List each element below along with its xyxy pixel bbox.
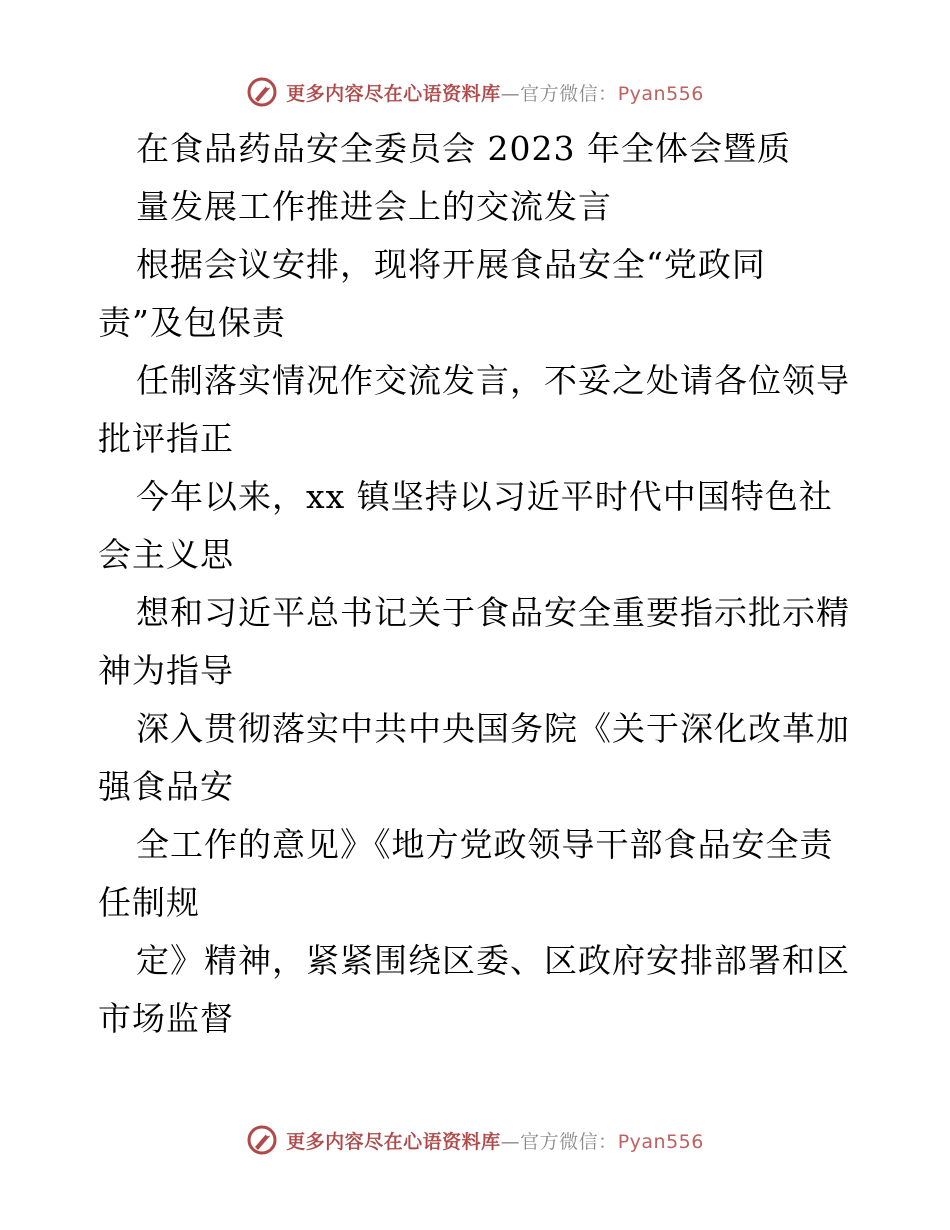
banner-separator: — — [500, 82, 521, 105]
banner-text — [286, 1127, 704, 1154]
banner-wechat-id: Pyan556 — [617, 82, 704, 105]
text-line: 全工作的意见》《地方党政领导干部食品安全责 — [136, 825, 834, 864]
text-line: 神为指导 — [98, 651, 234, 690]
banner-contact-label: 官方微信： — [520, 82, 618, 105]
text-line: 任制规 — [98, 883, 200, 922]
pen-logo-icon — [246, 76, 278, 108]
banner-brand: 更多内容尽在心语资料库 — [286, 1130, 501, 1153]
text-line: 量发展工作推进会上的交流发言 — [136, 187, 612, 226]
text-line: 根据会议安排，现将开展食品安全“党政同 — [136, 245, 766, 284]
text-line: 会主义思 — [98, 535, 234, 574]
text-line: 深入贯彻落实中共中央国务院《关于深化改革加 — [136, 709, 850, 748]
text-line: 定》精神，紧紧围绕区委、区政府安排部署和区 — [136, 941, 850, 980]
text-line: 在食品药品安全委员会 2023 年全体会暨质 — [136, 129, 791, 168]
text-line: 今年以来，xx 镇坚持以习近平时代中国特色社 — [136, 477, 833, 516]
pen-logo-icon — [246, 1124, 278, 1156]
banner-text — [286, 79, 704, 106]
banner-wechat-id: Pyan556 — [617, 1130, 704, 1153]
footer-banner — [0, 1120, 950, 1160]
document-body — [98, 120, 858, 1048]
banner-contact-label: 官方微信： — [520, 1130, 618, 1153]
text-line: 强食品安 — [98, 767, 234, 806]
text-line: 市场监督 — [98, 999, 234, 1038]
banner-brand: 更多内容尽在心语资料库 — [286, 82, 501, 105]
text-line: 批评指正 — [98, 419, 234, 458]
banner-separator: — — [500, 1130, 521, 1153]
text-line: 责”及包保责 — [98, 303, 286, 342]
text-line: 任制落实情况作交流发言，不妥之处请各位领导 — [136, 361, 850, 400]
text-line: 想和习近平总书记关于食品安全重要指示批示精 — [136, 593, 850, 632]
header-banner — [0, 72, 950, 112]
